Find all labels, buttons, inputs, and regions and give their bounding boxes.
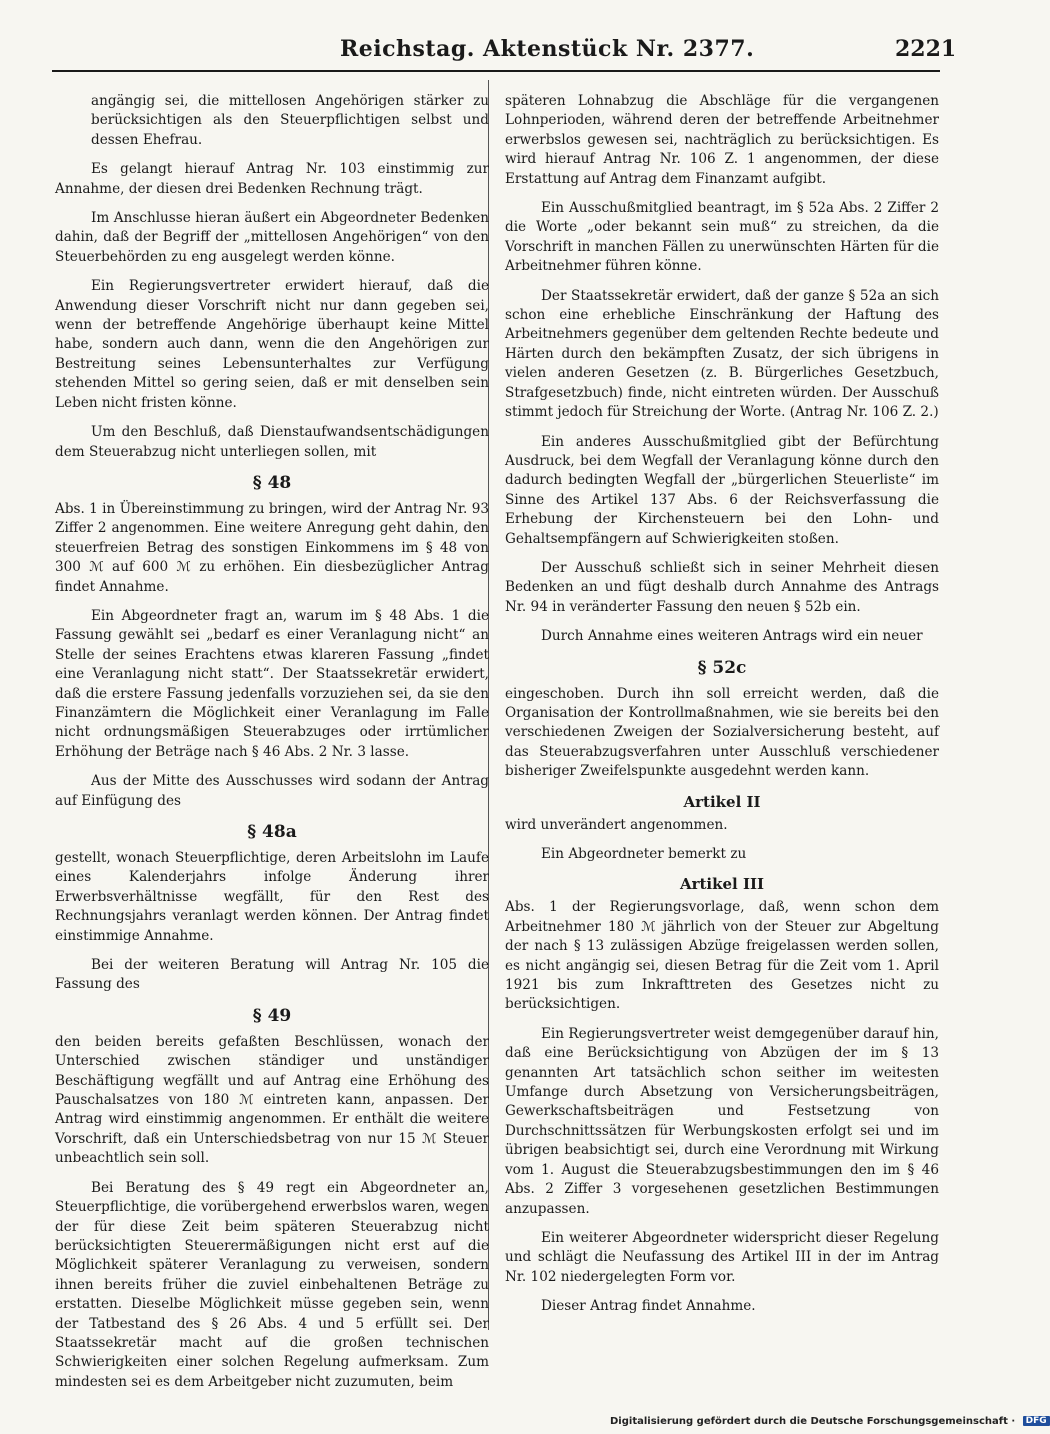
paragraph: den beiden bereits gefaßten Beschlüssen, wonach der Unterschied zwischen ständiger und unständiger Beschäftigung wegfällt und auf Antrag eine Erhöhung des Pauschalsatzes von 180 ℳ eintreten kann, anpassen. Der Antrag wird einstimmig angenommen. Er enthält die weitere Vorschrift, daß ein Unterschiedsbetrag von nur 15 ℳ Steuer unbeachtlich sein soll. [55, 1033, 489, 1167]
left-column [55, 92, 489, 1402]
section-heading-52c: § 52c [697, 657, 747, 678]
article-heading-3: Artikel III [679, 875, 765, 894]
right-column [505, 92, 939, 1327]
paragraph: Ein Regierungsvertreter erwidert hierauf, daß die Anwendung dieser Vorschrift nicht nur dann gegeben sei, wenn der betreffende Angehörige überhaupt keine Mittel habe, sondern auch dann, wenn die den Angehörigen zur Bestreitung seines Lebensunterhaltes zur Verfügung stehenden Mittel so gering seien, daß er mit denselben sein Leben nicht fristen könne. [55, 278, 489, 411]
paragraph: späteren Lohnabzug die Abschläge für die vergangenen Lohnperioden, während deren der betreffende Arbeitnehmer erwerbslos gewesen sei, nachträglich zu berücksichtigen. Es wird hierauf Antrag Nr. 106 Z. 1 angenommen, der diese Erstattung auf Antrag dem Finanzamt aufgibt. [505, 93, 939, 187]
section-heading-49: § 49 [252, 1005, 292, 1026]
paragraph: Ein Abgeordneter bemerkt zu [541, 846, 747, 862]
paragraph: Ein Regierungsvertreter weist demgegenüber darauf hin, daß eine Berücksichtigung von Abzügen der im § 13 genannten Art tatsächlich schon seither im weitesten Umfange durch Absetzung von Versicherungsbeiträgen, Gewerkschaftsbeiträgen und Festsetzung von Durchschnittssätzen für Werbungskosten erfolgt sei und im übrigen beabsichtigt sei, durch eine Verordnung mit Wirkung vom 1. August die Steuerabzugsbestimmungen den im § 46 Abs. 2 Ziffer 3 vorgesehenen gesetzlichen Bestimmungen anzupassen. [505, 1025, 939, 1217]
paragraph: Ein anderes Ausschußmitglied gibt der Befürchtung Ausdruck, bei dem Wegfall der Veranlagung könne durch den dadurch bedingten Wegfall der „bürgerlichen Steuerliste“ im Sinne des Artikel 137 Abs. 6 der Reichsverfassung die Erhebung der Kirchensteuern bei den Lohn- und Gehaltsempfängern auf Schwierigkeiten stoßen. [505, 433, 939, 547]
paragraph: angängig sei, die mittellosen Angehörigen stärker zu berücksichtigen als den Steuerpflichtigen selbst und dessen Ehefrau. [91, 93, 489, 148]
paragraph: Im Anschlusse hieran äußert ein Abgeordneter Bedenken dahin, daß der Begriff der „mittellosen Angehörigen“ von den Steuerbehörden zu eng ausgelegt werden könne. [55, 210, 489, 265]
paragraph: Ein Abgeordneter fragt an, warum im § 48 Abs. 1 die Fassung gewählt sei „bedarf es einer Veranlagung nicht“ an Stelle der seines Erachtens etwas klareren Fassung „findet eine Veranlagung nicht statt“. Der Staatssekretär erwidert, daß die erstere Fassung jedenfalls vorzuziehen sei, da sie den Finanzämtern die Möglichkeit einer Veranlagung im Falle nicht ordnungsmäßigen Steuerabzuges oder irrtümlicher Erhöhung der Beträge nach § 46 Abs. 2 Nr. 3 lasse. [55, 607, 489, 760]
running-title: Reichstag. Aktenstück Nr. 2377. [340, 36, 755, 62]
footer-text: Digitalisierung gefördert durch die Deutsche Forschungsgemeinschaft · [610, 1416, 1016, 1427]
article-heading-2: Artikel II [683, 792, 761, 811]
paragraph: wird unverändert angenommen. [505, 816, 728, 833]
dfg-logo: DFG [1023, 1416, 1050, 1426]
digitization-credit [610, 1416, 1050, 1427]
section-heading-48: § 48 [252, 472, 292, 493]
paragraph: Ein weiterer Abgeordneter widerspricht dieser Regelung und schlägt die Neufassung des Artikel III in der im Antrag Nr. 102 niedergelegten Form vor. [505, 1229, 939, 1285]
paragraph: eingeschoben. Durch ihn soll erreicht werden, daß die Organisation der Kontrollmaßnahmen, wie sie bereits bei den verschiedenen Zweigen der Sozialversicherung besteht, auf das Steuerabzugsverfahren unter Ausschluß verschiedener bisheriger Zweifelspunkte ausgedehnt werden kann. [505, 685, 939, 780]
paragraph: Bei Beratung des § 49 regt ein Abgeordneter an, Steuerpflichtige, die vorübergehend erwerbslos waren, wegen der für diese Zeit beim späteren Steuerabzug nicht berücksichtigten Steuerermäßigungen nicht erst auf die Möglichkeit späterer Veranlagung zu verweisen, sondern ihnen bereits früher die zuviel einbehaltenen Beträge zu erstatten. Dieselbe Möglichkeit müsse gegeben sein, wenn der Tatbestand des § 26 Abs. 4 und 5 erfüllt sei. Der Staatssekretär macht auf die großen technischen Schwierigkeiten einer solchen Regelung aufmerksam. Zum mindesten sei es dem Arbeitgeber nicht zuzumuten, beim [55, 1179, 489, 1390]
paragraph: Durch Annahme eines weiteren Antrags wird ein neuer [541, 628, 923, 645]
paragraph: Abs. 1 in Übereinstimmung zu bringen, wird der Antrag Nr. 93 Ziffer 2 angenommen. Eine weitere Anregung geht dahin, den steuerfreien Betrag des sonstigen Einkommens im § 48 von 300 ℳ auf 600 ℳ zu erhöhen. Ein diesbezüglicher Antrag findet Annahme. [55, 500, 489, 595]
paragraph: Der Ausschuß schließt sich in seiner Mehrheit diesen Bedenken an und fügt deshalb durch Annahme des Antrags Nr. 94 in veränderter Fassung den neuen § 52b ein. [505, 559, 939, 615]
paragraph: Es gelangt hierauf Antrag Nr. 103 einstimmig zur Annahme, der diesen drei Bedenken Rechnung trägt. [55, 161, 489, 197]
page-number: 2221 [895, 36, 957, 62]
paragraph: Der Staatssekretär erwidert, daß der ganze § 52a an sich schon eine erhebliche Einschränkung der Haftung des Arbeitnehmers gegenüber dem geltenden Rechte bedeute und Härten durch den bekämpften Zusatz, der sich übrigens in vielen anderen Gesetzen (z. B. Bürgerliches Gesetzbuch, Strafgesetzbuch) finde, nicht eintreten würden. Der Ausschuß stimmt jedoch für Streichung der Worte. (Antrag Nr. 106 Z. 2.) [505, 287, 939, 421]
paragraph: Um den Beschluß, daß Dienstaufwandsentschädigungen dem Steuerabzug nicht unterliegen sollen, mit [55, 424, 489, 460]
section-heading-48a: § 48a [247, 822, 297, 842]
header-rule [52, 70, 940, 72]
paragraph: Abs. 1 der Regierungsvorlage, daß, wenn schon dem Arbeitnehmer 180 ℳ jährlich von der Steuer zur Abgeltung der nach § 13 zulässigen Abzüge freigelassen werden sollen, es nicht angängig sei, diesen Betrag für die Zeit vom 1. April 1921 bis zum Inkrafttreten des Gesetzes nicht zu berücksichtigen. [505, 899, 939, 1013]
paragraph: Bei der weiteren Beratung will Antrag Nr. 105 die Fassung des [55, 957, 489, 993]
page-header [0, 0, 1000, 64]
paragraph: Aus der Mitte des Ausschusses wird sodann der Antrag auf Einfügung des [55, 773, 489, 809]
paragraph: Dieser Antrag findet Annahme. [541, 1298, 756, 1315]
paragraph: gestellt, wonach Steuerpflichtige, deren Arbeitslohn im Laufe eines Kalenderjahrs infolge Änderung ihrer Erwerbsverhältnisse wegfällt, für den Rest des Rechnungsjahrs veranlagt werden können. Der Antrag findet einstimmige Annahme. [55, 850, 489, 944]
paragraph: Ein Ausschußmitglied beantragt, im § 52a Abs. 2 Ziffer 2 die Worte „oder bekannt sein muß“ zu streichen, da die Vorschrift in manchen Fällen zu unerwünschten Härten für die Arbeitnehmer führen könne. [505, 200, 939, 275]
